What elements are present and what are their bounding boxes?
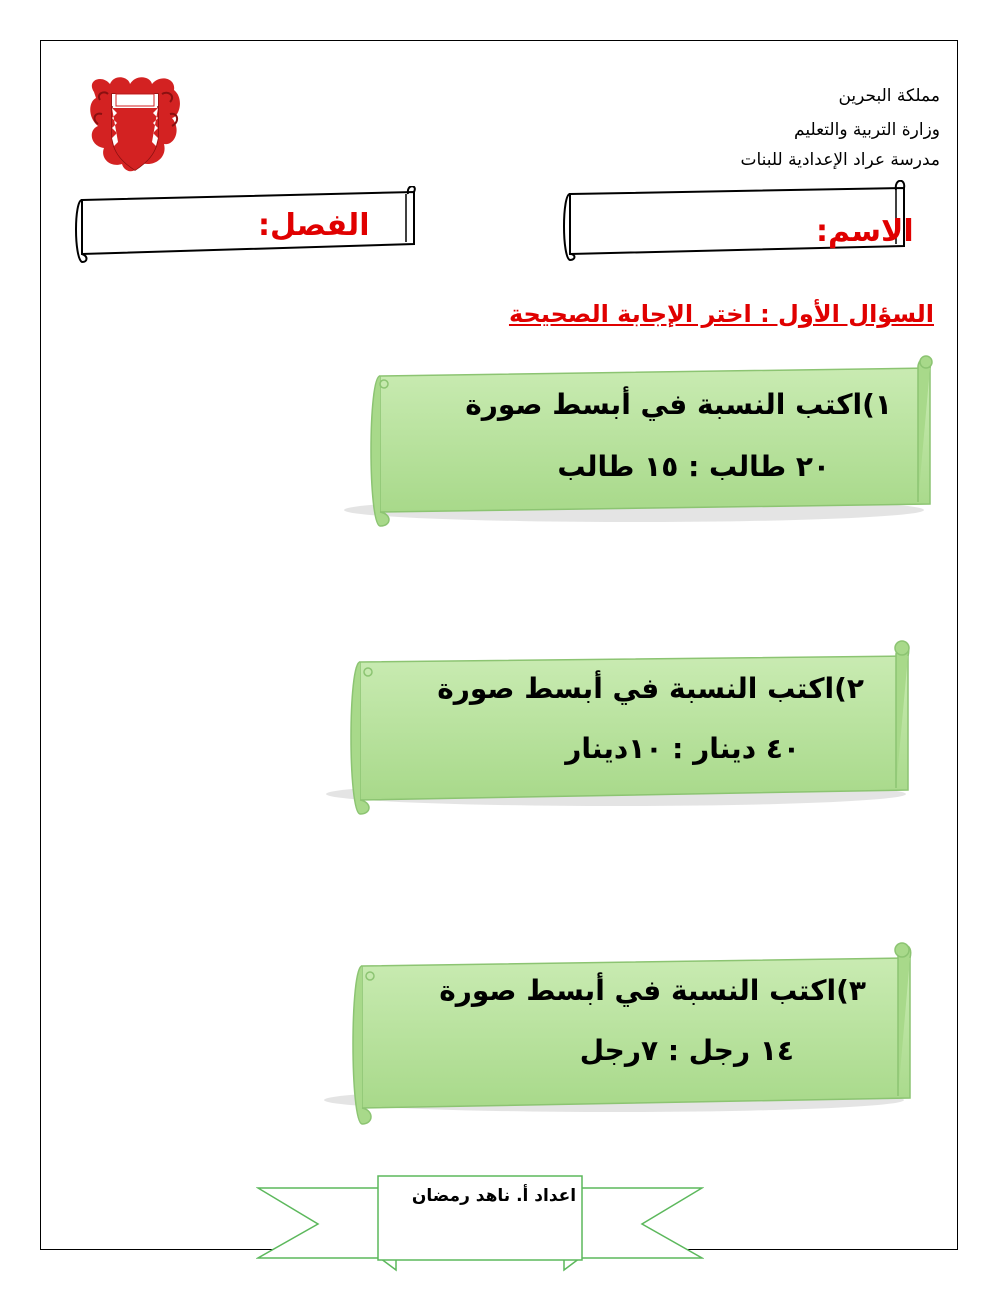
question-2-prompt: ٢)اكتب النسبة في أبسط صورة <box>437 672 864 705</box>
author-credit: اعداد أ. ناهد رمضان <box>411 1186 577 1206</box>
ministry-name: وزارة التربية والتعليم <box>794 120 940 140</box>
bahrain-emblem-logo <box>84 72 186 180</box>
name-label: الاسم: <box>816 214 914 249</box>
question-1-ratio: ٢٠ طالب : ١٥ طالب <box>557 450 830 483</box>
question-card-1 <box>314 352 936 532</box>
question-3-ratio: ١٤ رجل : ٧رجل <box>579 1034 794 1067</box>
question-card-3 <box>294 936 918 1130</box>
section-heading: السؤال الأول : اختر الإجابة الصحيحة <box>508 300 934 328</box>
question-card-2 <box>296 636 918 820</box>
name-field-box[interactable] <box>560 180 912 264</box>
question-1-prompt: ١)اكتب النسبة في أبسط صورة <box>465 388 892 421</box>
class-label: الفصل: <box>258 208 370 243</box>
question-2-ratio: ٤٠ دينار : ١٠دينار <box>565 732 800 765</box>
kingdom-name: مملكة البحرين <box>838 86 940 106</box>
school-name: مدرسة عراد الإعدادية للبنات <box>740 150 940 170</box>
question-3-prompt: ٣)اكتب النسبة في أبسط صورة <box>439 974 866 1007</box>
class-field-box[interactable] <box>68 186 420 268</box>
